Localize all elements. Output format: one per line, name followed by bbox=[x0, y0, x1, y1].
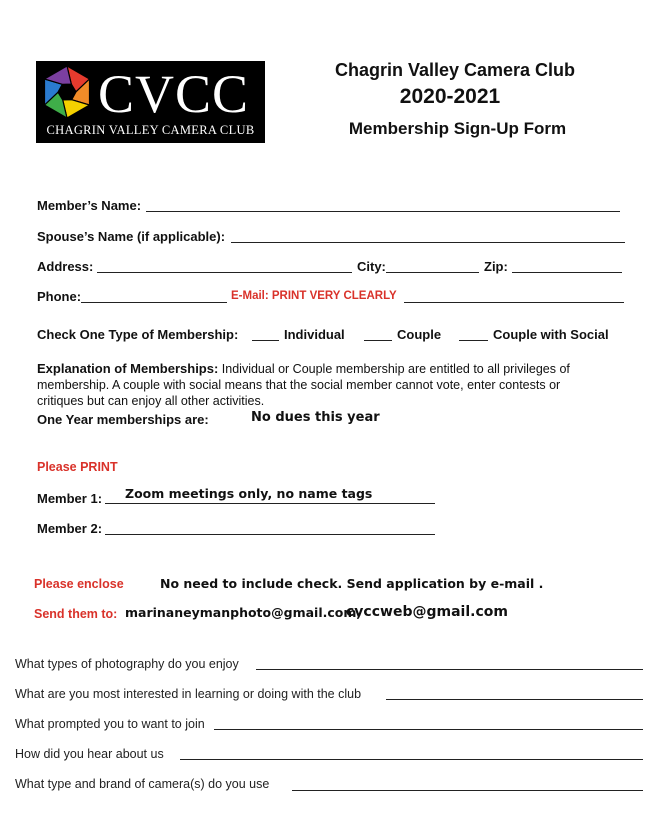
address-label: Address: bbox=[37, 259, 94, 274]
answer-join-reason[interactable] bbox=[214, 729, 643, 730]
question-photography: What types of photography do you enjoy bbox=[15, 657, 239, 671]
individual-checkbox[interactable] bbox=[252, 340, 279, 341]
explanation-line-3: critiques but can enjoy all other activities. bbox=[37, 394, 265, 408]
answer-interests[interactable] bbox=[386, 699, 643, 700]
spouse-name-field[interactable] bbox=[231, 242, 625, 243]
club-logo bbox=[36, 61, 265, 143]
spouse-name-label: Spouse’s Name (if applicable): bbox=[37, 229, 226, 244]
send-email-1[interactable]: marinaneymanphoto@gmail.com, bbox=[125, 605, 362, 620]
question-heard-about: How did you hear about us bbox=[15, 747, 164, 761]
explanation-text bbox=[37, 361, 570, 409]
phone-field[interactable] bbox=[81, 302, 227, 303]
member-name-label: Member’s Name: bbox=[37, 198, 142, 213]
question-camera: What type and brand of camera(s) do you use bbox=[15, 777, 270, 791]
form-title: Membership Sign-Up Form bbox=[348, 119, 567, 138]
explanation-line-2: membership. A couple with social means that the social member cannot vote, enter contests or bbox=[37, 378, 561, 392]
zip-field[interactable] bbox=[512, 272, 622, 273]
answer-photography[interactable] bbox=[256, 669, 643, 670]
logo-subtitle: CHAGRIN VALLEY CAMERA CLUB bbox=[46, 123, 255, 137]
answer-heard-about[interactable] bbox=[180, 759, 643, 760]
city-label: City: bbox=[357, 259, 386, 274]
please-print-label: Please PRINT bbox=[37, 460, 118, 474]
explanation-line-1: Individual or Couple membership are entitled to all privileges of bbox=[221, 362, 570, 376]
question-interests: What are you most interested in learning or doing with the club bbox=[15, 687, 362, 701]
send-to-label: Send them to: bbox=[34, 607, 118, 621]
address-field[interactable] bbox=[97, 272, 352, 273]
question-join-reason: What prompted you to want to join bbox=[15, 717, 205, 731]
please-enclose-label: Please enclose bbox=[34, 577, 124, 591]
logo-letters: CVCC bbox=[98, 64, 250, 124]
dues-label: One Year memberships are: bbox=[37, 412, 209, 427]
member2-field[interactable] bbox=[105, 534, 435, 535]
aperture-icon bbox=[36, 61, 98, 123]
explanation-heading: Explanation of Memberships: bbox=[37, 361, 219, 376]
enclose-value: No need to include check. Send application by e-mail . bbox=[160, 576, 544, 591]
couple-checkbox[interactable] bbox=[364, 340, 392, 341]
member1-label: Member 1: bbox=[37, 491, 103, 506]
form-year: 2020-2021 bbox=[399, 85, 501, 108]
member1-field[interactable] bbox=[105, 503, 435, 504]
individual-option: Individual bbox=[284, 327, 345, 342]
email-label: E-Mail: PRINT VERY CLEARLY bbox=[231, 290, 397, 302]
membership-type-label: Check One Type of Membership: bbox=[37, 327, 239, 342]
answer-camera[interactable] bbox=[292, 790, 643, 791]
member-name-field[interactable] bbox=[146, 211, 620, 212]
zip-label: Zip: bbox=[484, 259, 508, 274]
member2-label: Member 2: bbox=[37, 521, 103, 536]
aperture-center bbox=[59, 84, 75, 100]
city-field[interactable] bbox=[386, 272, 479, 273]
couple-social-checkbox[interactable] bbox=[459, 340, 488, 341]
dues-value: No dues this year bbox=[251, 410, 380, 425]
phone-label: Phone: bbox=[37, 289, 82, 304]
send-email-2[interactable]: cvccweb@gmail.com bbox=[346, 604, 508, 620]
email-field[interactable] bbox=[404, 302, 624, 303]
member1-value: Zoom meetings only, no name tags bbox=[125, 486, 373, 501]
couple-social-option: Couple with Social bbox=[493, 327, 609, 342]
club-name: Chagrin Valley Camera Club bbox=[334, 60, 576, 80]
couple-option: Couple bbox=[397, 327, 442, 342]
